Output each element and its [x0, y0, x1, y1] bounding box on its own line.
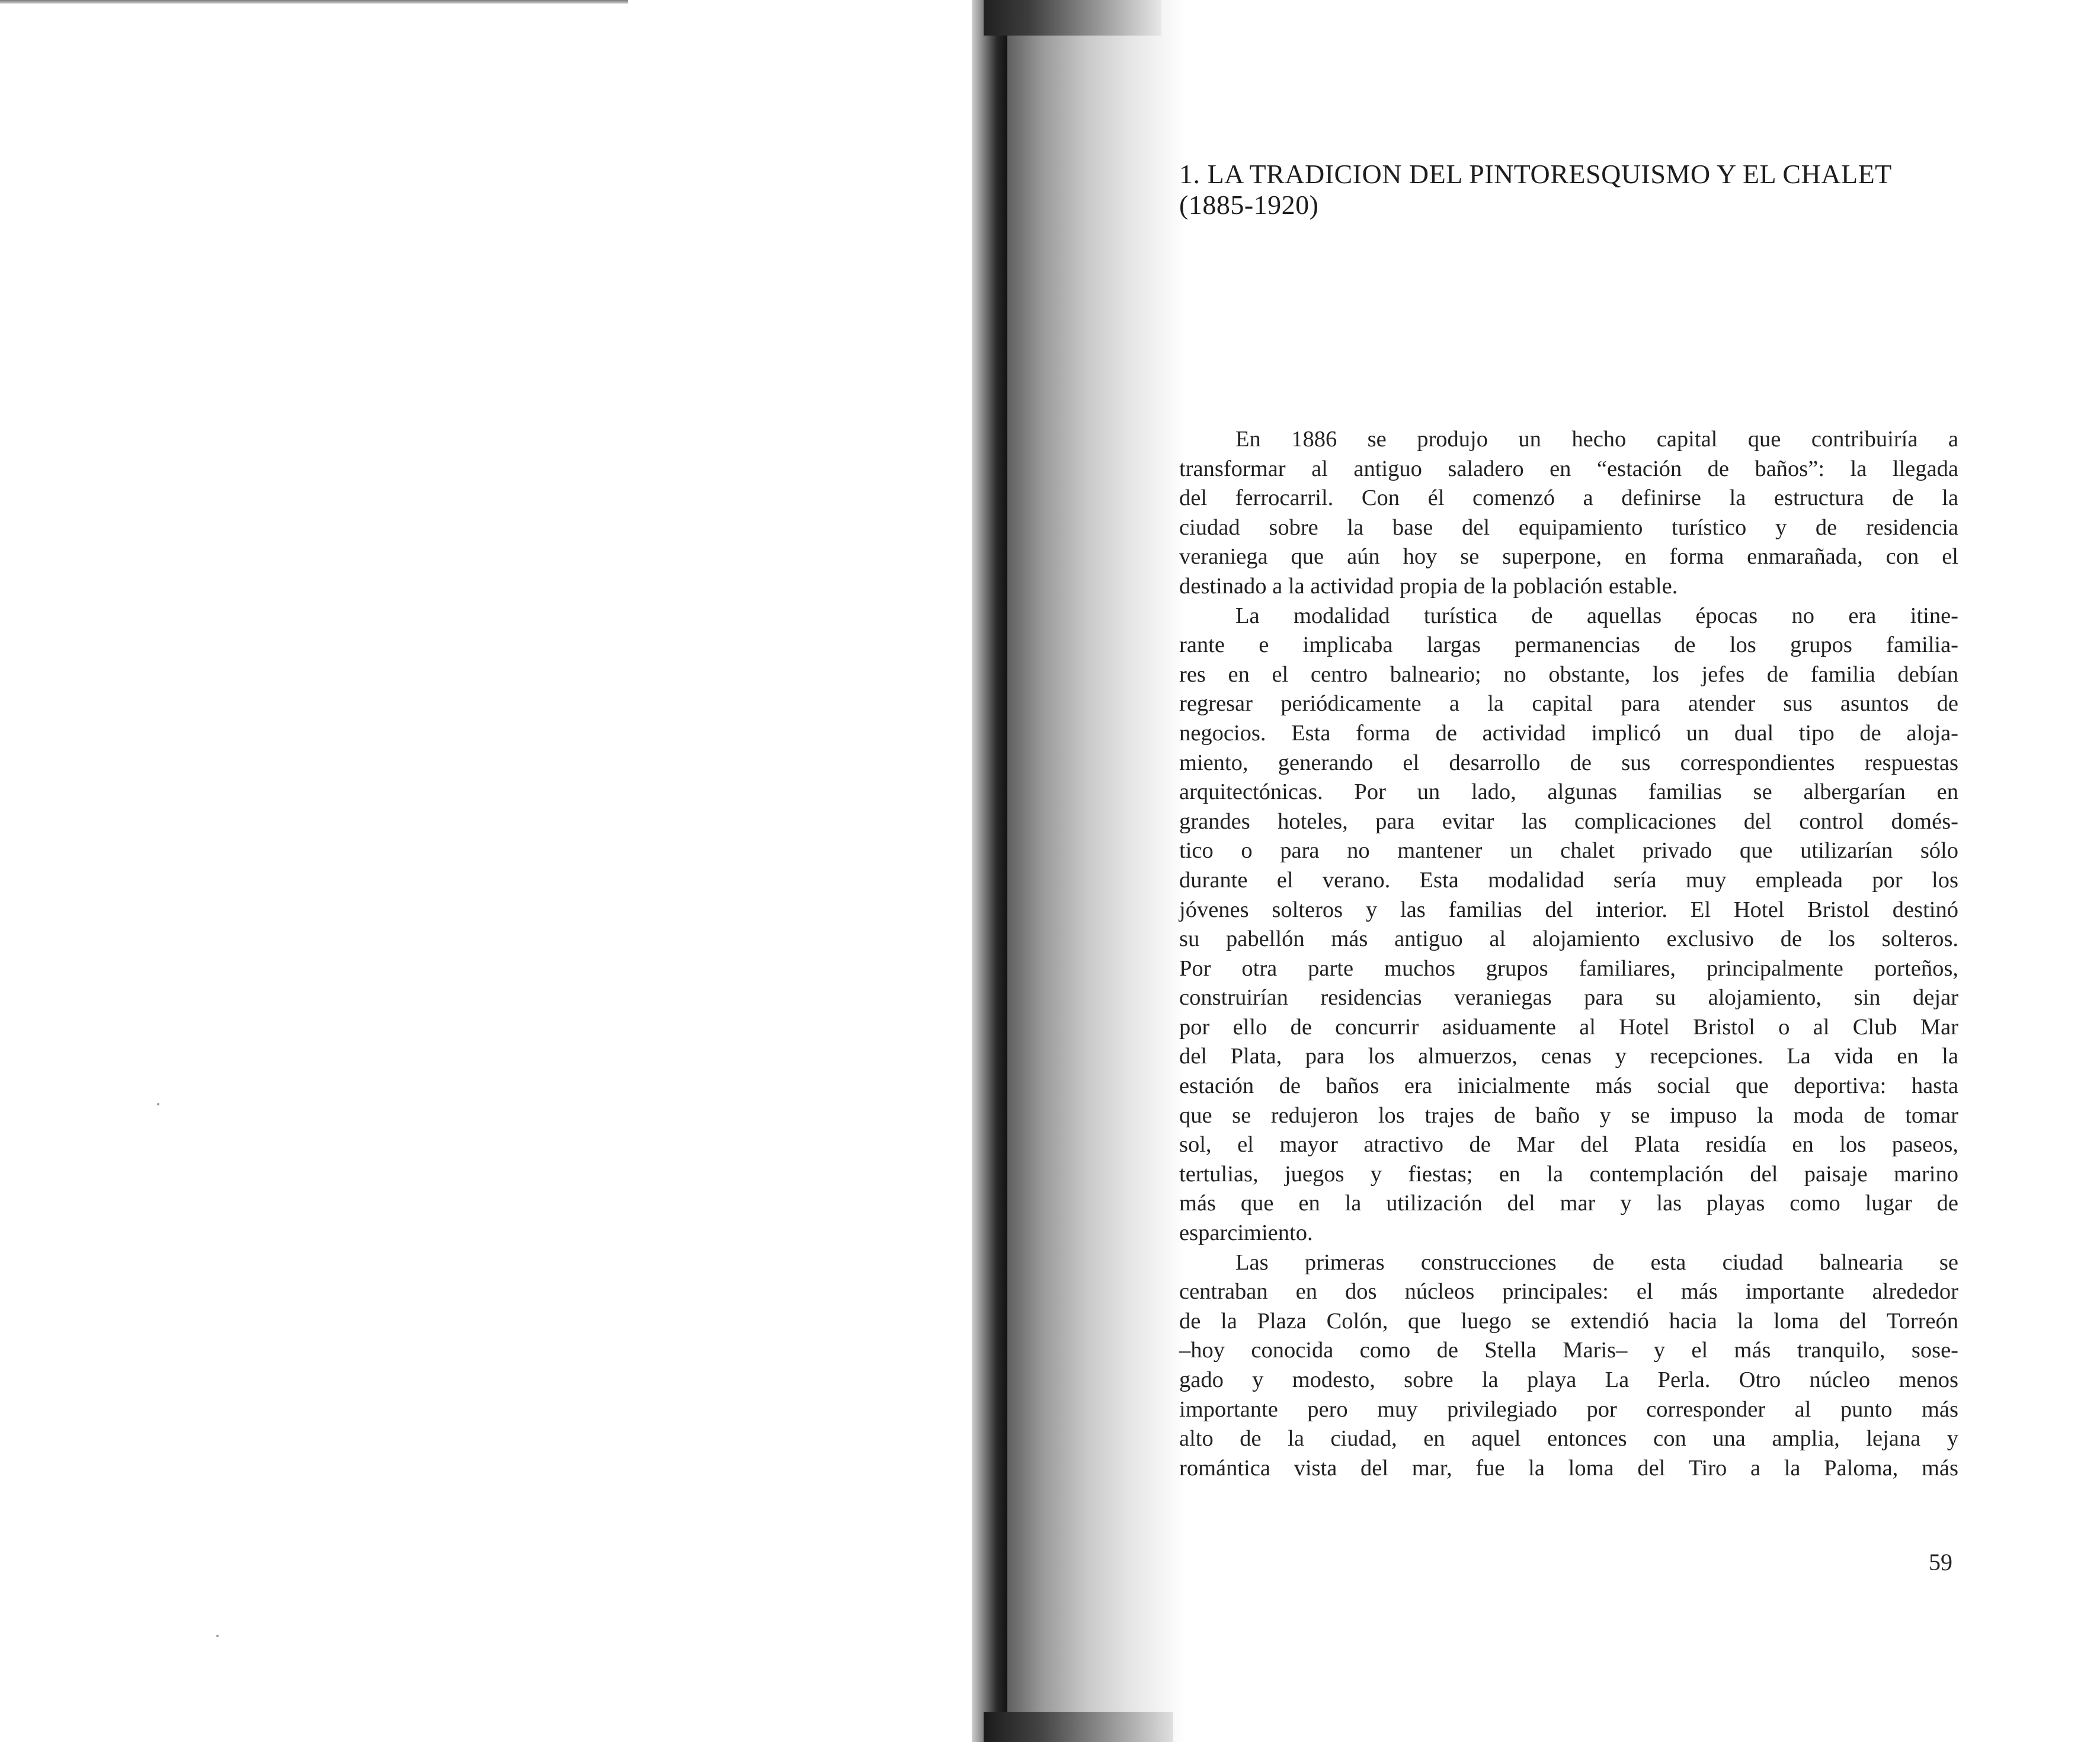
text-line: negocios. Esta forma de actividad implicó un dual tipo de aloja- — [1179, 720, 1958, 746]
paragraph-2 — [1179, 602, 1958, 1248]
gutter-top-edge — [984, 0, 1161, 36]
gutter-bottom-edge — [984, 1712, 1173, 1742]
text-line: ciudad sobre la base del equipamiento turístico y de residencia — [1179, 514, 1958, 540]
text-line: de la Plaza Colón, que luego se extendió hacia la loma del Torreón — [1179, 1308, 1958, 1334]
text-line: esparcimiento. — [1179, 1220, 1313, 1246]
text-line: regresar periódicamente a la capital para atender sus asuntos de — [1179, 691, 1958, 717]
text-line: Las primeras construcciones de esta ciudad balnearia se — [1235, 1249, 1958, 1275]
text-line: res en el centro balneario; no obstante, los jefes de familia debían — [1179, 661, 1958, 687]
text-line: importante pero muy privilegiado por corresponder al punto más — [1179, 1396, 1958, 1422]
gutter-shadow — [1007, 0, 1185, 1742]
text-line: que se redujeron los trajes de baño y se impuso la moda de tomar — [1179, 1102, 1958, 1128]
text-line: transformar al antiguo saladero en “estación de baños”: la llegada — [1179, 456, 1958, 481]
text-line: Por otra parte muchos grupos familiares, principalmente porteños, — [1179, 955, 1958, 981]
text-line: En 1886 se produjo un hecho capital que contribuiría a — [1235, 427, 1958, 452]
text-line: gado y modesto, sobre la playa La Perla. Otro núcleo menos — [1179, 1367, 1958, 1392]
text-line: romántica vista del mar, fue la loma del Tiro a la Paloma, más — [1179, 1455, 1958, 1481]
text-line: tico o para no mantener un chalet privado que utilizarían sólo — [1179, 838, 1958, 864]
paragraph-1 — [1179, 425, 1958, 602]
text-line: destinado a la actividad propia de la población estable. — [1179, 573, 1678, 599]
text-line: su pabellón más antiguo al alojamiento exclusivo de los solteros. — [1179, 926, 1958, 952]
text-line: construirían residencias veraniegas para su alojamiento, sin dejar — [1179, 985, 1958, 1011]
paragraph-3 — [1179, 1248, 1958, 1484]
text-line: más que en la utilización del mar y las playas como lugar de — [1179, 1191, 1958, 1216]
text-line: miento, generando el desarrollo de sus correspondientes respuestas — [1179, 750, 1958, 775]
text-line: arquitectónicas. Por un lado, algunas familias se albergarían en — [1179, 779, 1958, 805]
chapter-title — [1179, 159, 2009, 220]
text-line: durante el verano. Esta modalidad sería muy empleada por los — [1179, 867, 1958, 893]
text-line: sol, el mayor atractivo de Mar del Plata residía en los paseos, — [1179, 1132, 1958, 1158]
dust-speck — [216, 1635, 219, 1637]
book-gutter — [972, 0, 1007, 1742]
text-line: rante e implicaba largas permanencias de los grupos familia- — [1179, 632, 1958, 658]
text-line: veraniega que aún hoy se superpone, en forma enmarañada, con el — [1179, 544, 1958, 570]
text-line: jóvenes solteros y las familias del interior. El Hotel Bristol destinó — [1179, 897, 1958, 922]
text-line: La modalidad turística de aquellas épocas no era itine- — [1235, 603, 1958, 628]
right-page — [1179, 0, 2100, 1742]
text-line: alto de la ciudad, en aquel entonces con una amplia, lejana y — [1179, 1426, 1958, 1452]
text-line: por ello de concurrir asiduamente al Hotel Bristol o al Club Mar — [1179, 1014, 1958, 1040]
body-text — [1179, 425, 1958, 1483]
blank-left-page — [0, 4, 972, 1742]
dust-speck — [157, 1103, 159, 1105]
text-line: –hoy conocida como de Stella Maris– y el más tranquilo, sose- — [1179, 1338, 1958, 1363]
chapter-title-line: 1. LA TRADICION DEL PINTORESQUISMO Y EL CHALET — [1179, 159, 1892, 189]
chapter-title-line: (1885-1920) — [1179, 190, 1319, 220]
text-line: grandes hoteles, para evitar las complicaciones del control domés- — [1179, 808, 1958, 834]
text-line: del Plata, para los almuerzos, cenas y recepciones. La vida en la — [1179, 1044, 1958, 1069]
text-line: estación de baños era inicialmente más social que deportiva: hasta — [1179, 1073, 1958, 1099]
text-line: centraban en dos núcleos principales: el más importante alrededor — [1179, 1279, 1958, 1305]
page-number: 59 — [1929, 1549, 1952, 1575]
text-line: tertulias, juegos y fiestas; en la contemplación del paisaje marino — [1179, 1161, 1958, 1187]
text-line: del ferrocarril. Con él comenzó a definirse la estructura de la — [1179, 485, 1958, 511]
